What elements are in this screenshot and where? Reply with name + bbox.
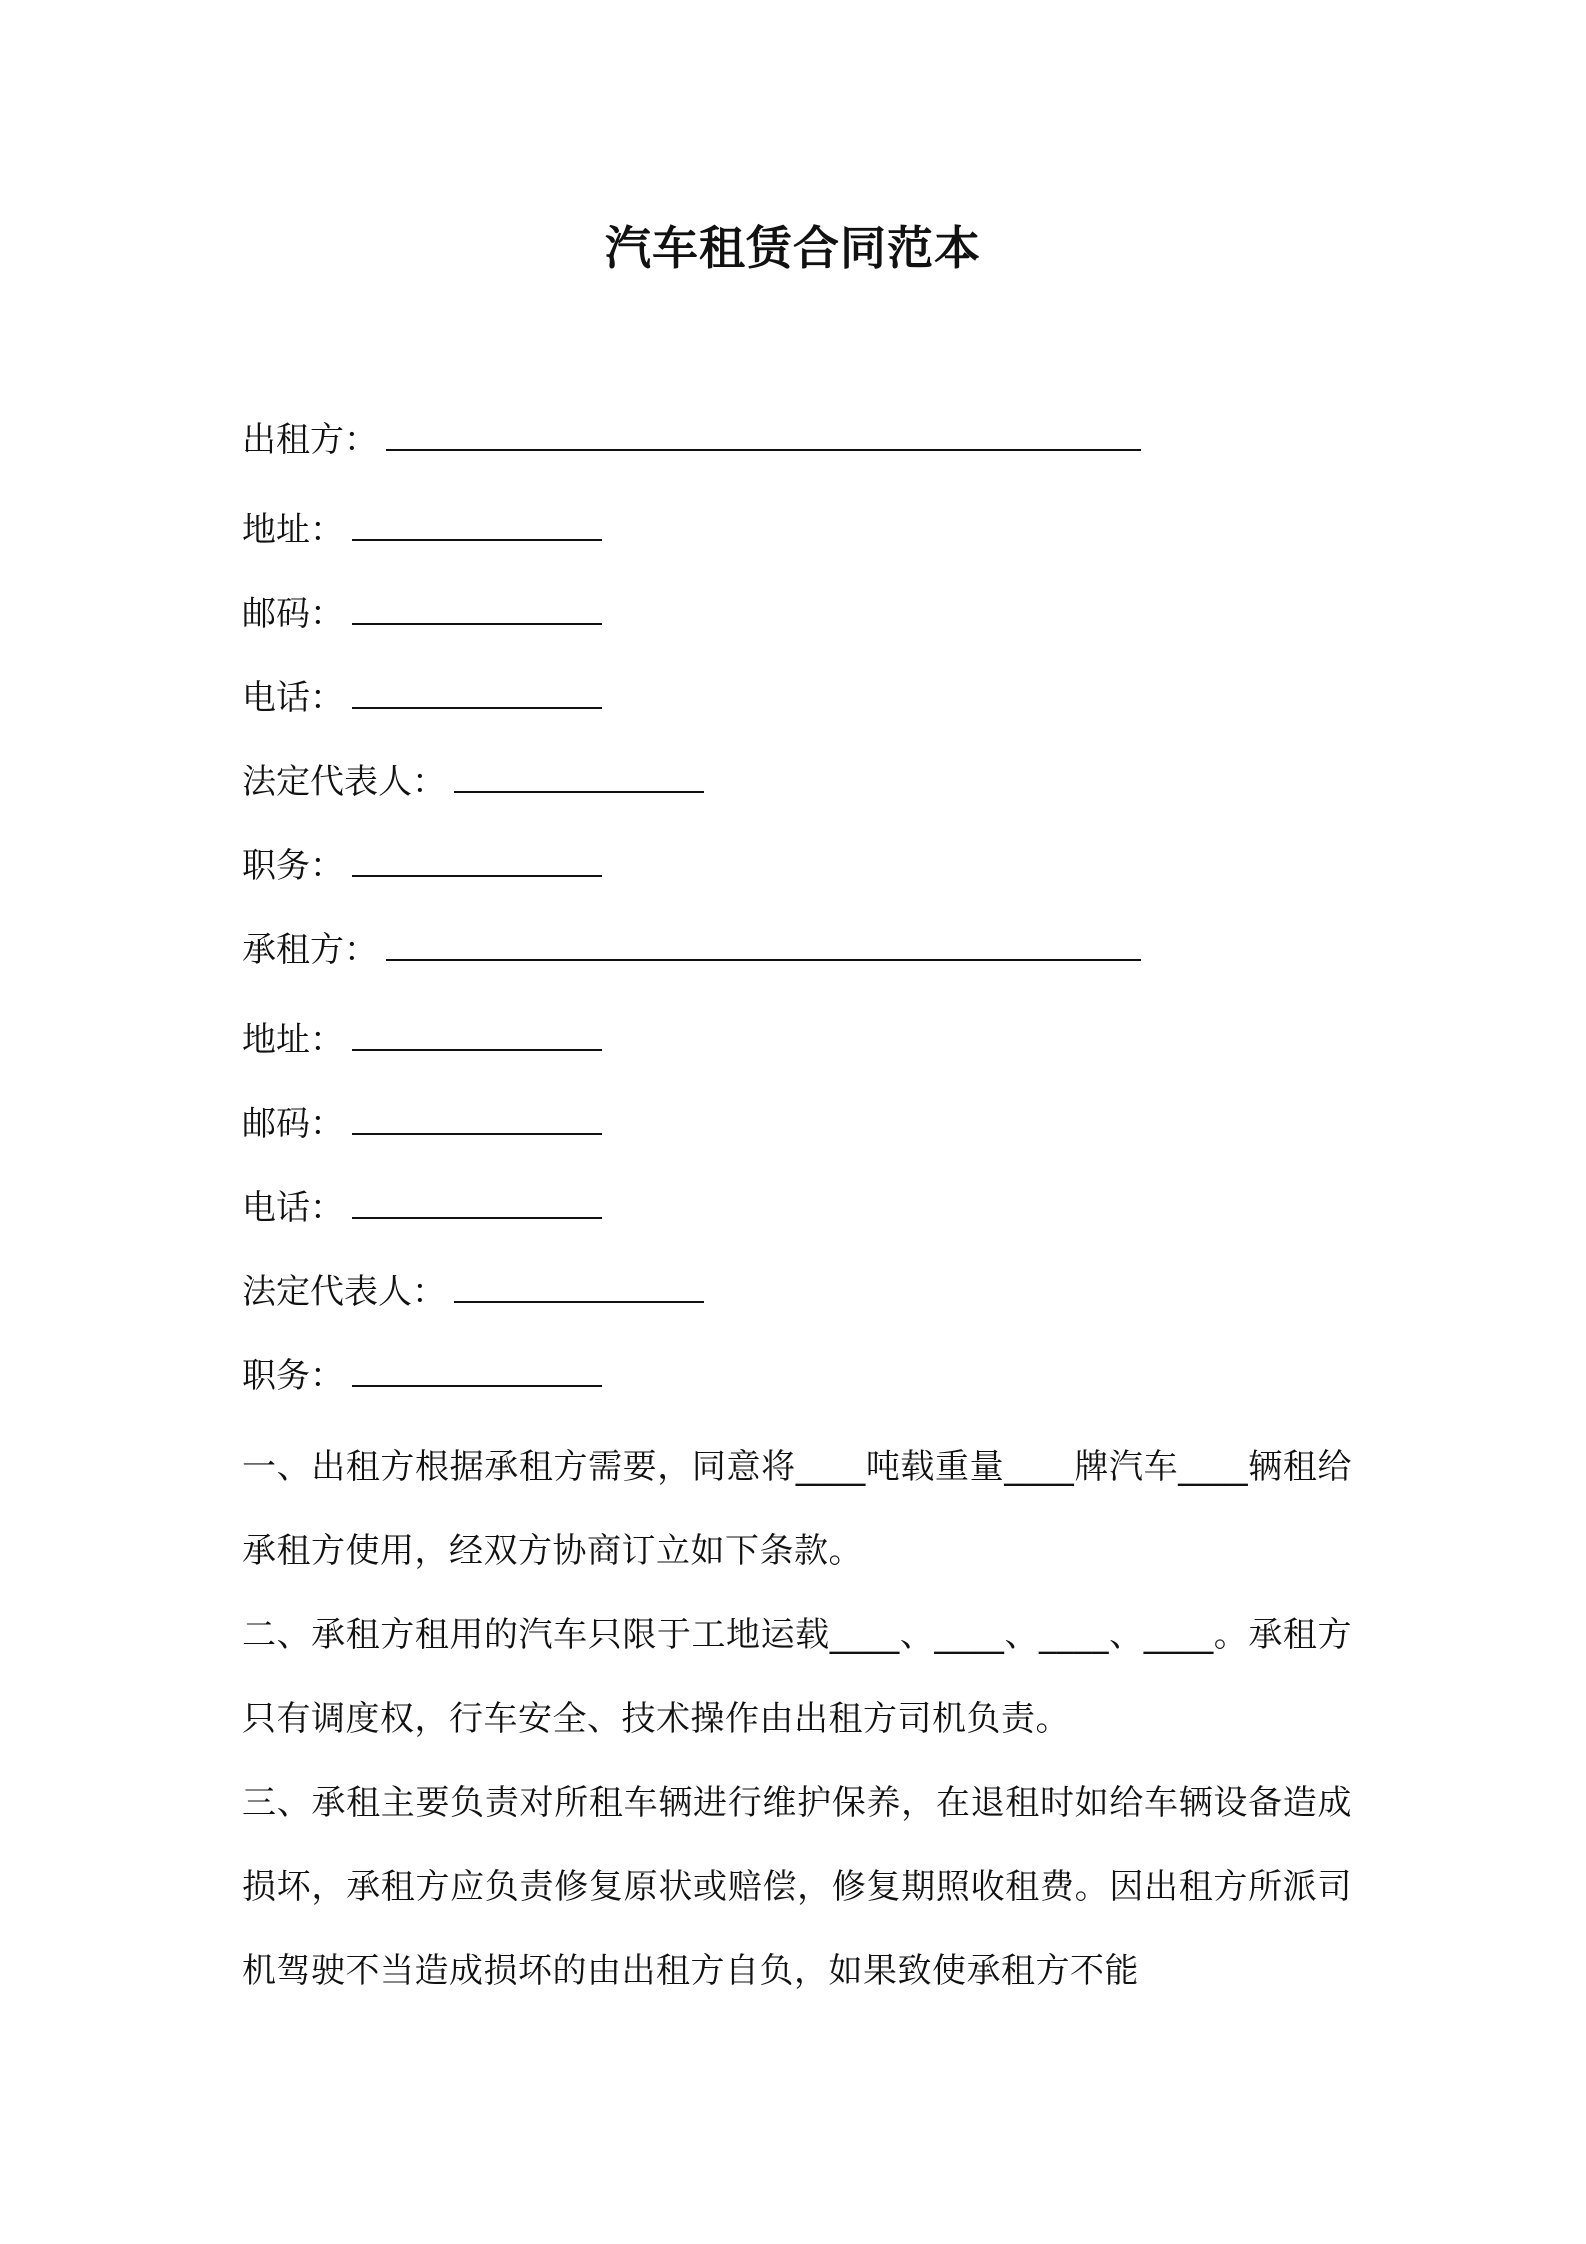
lessor-address-blank xyxy=(352,513,602,541)
lessor-position-label: 职务： xyxy=(242,846,344,886)
lessee-postcode-blank xyxy=(352,1107,602,1135)
lessor-block xyxy=(242,405,1352,915)
lessee-block xyxy=(242,915,1352,1425)
lessor-position-blank xyxy=(352,849,602,877)
lessee-legal-rep-blank xyxy=(454,1275,704,1303)
lessee-legal-rep-field xyxy=(242,1257,1352,1341)
lessee-name-label: 承租方： xyxy=(242,930,378,970)
lessee-position-blank xyxy=(352,1359,602,1387)
lessee-postcode-field xyxy=(242,1089,1352,1173)
lessor-name-blank xyxy=(386,423,1141,451)
lessee-address-label: 地址： xyxy=(242,1020,344,1060)
lessee-phone-blank xyxy=(352,1191,602,1219)
clause-2: 二、承租方租用的汽车只限于工地运载____、____、____、____。承租方只有调度权，行车安全、技术操作由出租方司机负责。 xyxy=(242,1615,1352,1739)
lessor-legal-rep-field xyxy=(242,747,1352,831)
document-body xyxy=(242,405,1352,2013)
clause-3: 三、承租主要负责对所租车辆进行维护保养，在退租时如给车辆设备造成损坏，承租方应负责修复原状或赔偿，修复期照收租费。因出租方所派司机驾驶不当造成损坏的由出租方自负，如果致使承租方不能 xyxy=(242,1783,1352,1991)
lessee-postcode-label: 邮码： xyxy=(242,1104,344,1144)
clause-1: 一、出租方根据承租方需要，同意将____吨载重量____牌汽车____辆租给承租方使用，经双方协商订立如下条款。 xyxy=(242,1447,1352,1571)
lessor-postcode-label: 邮码： xyxy=(242,594,344,634)
lessee-name-blank xyxy=(386,933,1141,961)
lessee-name-field xyxy=(242,915,1352,1005)
lessee-address-field xyxy=(242,1005,1352,1089)
lessee-phone-label: 电话： xyxy=(242,1188,344,1228)
lessor-address-field xyxy=(242,495,1352,579)
lessee-phone-field xyxy=(242,1173,1352,1257)
document-title: 汽车租赁合同范本 xyxy=(605,221,981,275)
lessor-phone-field xyxy=(242,663,1352,747)
lessor-phone-blank xyxy=(352,681,602,709)
lessor-postcode-field xyxy=(242,579,1352,663)
lessee-position-field xyxy=(242,1341,1352,1425)
lessor-legal-rep-label: 法定代表人： xyxy=(242,762,446,802)
lessee-address-blank xyxy=(352,1023,602,1051)
lessor-address-label: 地址： xyxy=(242,510,344,550)
lessor-phone-label: 电话： xyxy=(242,678,344,718)
lessee-position-label: 职务： xyxy=(242,1356,344,1396)
lessee-legal-rep-label: 法定代表人： xyxy=(242,1272,446,1312)
lessor-postcode-blank xyxy=(352,597,602,625)
lessor-position-field xyxy=(242,831,1352,915)
lessor-legal-rep-blank xyxy=(454,765,704,793)
lessor-name-label: 出租方： xyxy=(242,420,378,460)
lessor-name-field xyxy=(242,405,1352,495)
